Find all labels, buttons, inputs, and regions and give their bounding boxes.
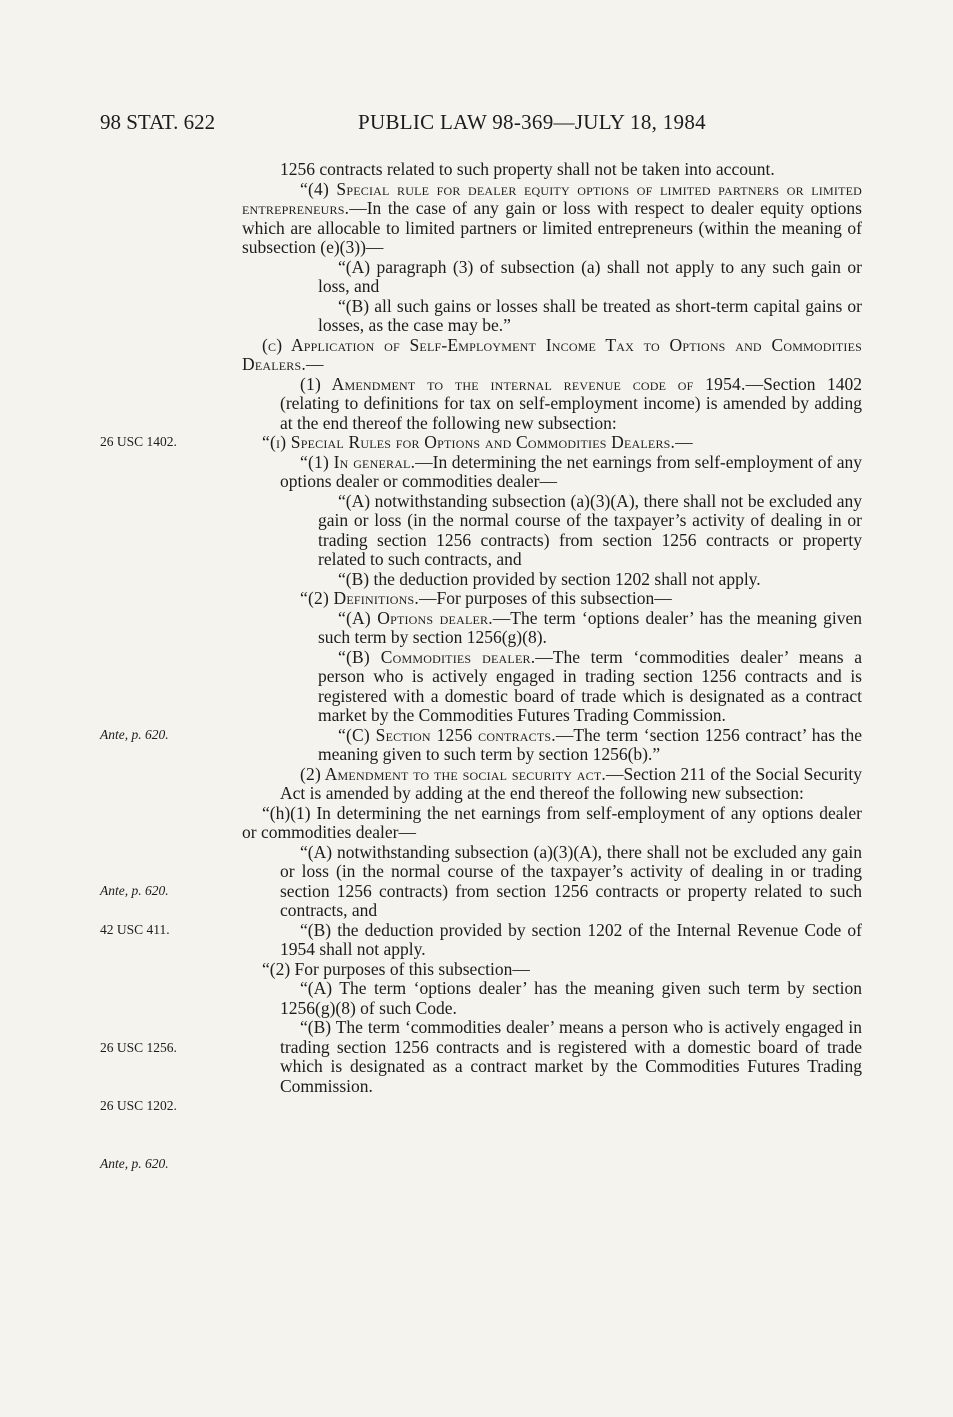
subparagraph: “(A) paragraph (3) of subsection (a) shall not apply to any such gain or loss, and [318, 256, 862, 296]
section-heading: “(2) Definitions. [300, 588, 419, 608]
subparagraph: “(A) notwithstanding subsection (a)(3)(A), there shall not be excluded any gain or loss (in the normal course of the taxpayer’s activity of dealing in or trading section 1256 contracts) from section 1256 contracts or property related to such contracts, and [318, 490, 862, 569]
paragraph [242, 589, 862, 609]
section-heading: (c) Application of Self-Employment Income Tax to Options and Commodities Dealers. [242, 334, 862, 374]
subparagraph: “(B) all such gains or losses shall be treated as short-term capital gains or losses, as the case may be.” [318, 295, 862, 335]
section-heading: “(4) Special rule for dealer equity options of limited partners or limited entrepreneurs. [242, 178, 862, 218]
subparagraph [242, 648, 862, 726]
section-heading: “(B) Commodities dealer. [338, 646, 536, 667]
paragraph-text: —The term ‘commodities dealer’ means a person who is actively engaged in trading section 1256 contracts and is registered with a domestic board of trade which is designated as a contract market by the Commodities Futures Trading Commission. [318, 646, 862, 725]
paragraph: 1256 contracts related to such property shall not be taken into account. [280, 159, 775, 179]
statute-text [242, 160, 862, 1096]
public-law-title: PUBLIC LAW 98-369—JULY 18, 1984 [358, 110, 706, 134]
margin-note-crossref: Ante, p. 620. [100, 1156, 169, 1171]
margin-note-citation: 26 USC 1202. [100, 1098, 177, 1113]
margin-note-crossref: Ante, p. 620. [100, 727, 169, 742]
paragraph-text: —In the case of any gain or loss with respect to dealer equity options which are allocable to limited partners or limited entrepreneurs (within the meaning of subsection (e)(3))— [242, 198, 862, 257]
paragraph-text: —Section 1402 (relating to definitions for tax on self-employment income) is amended by adding at the end thereof the following new subsection: [280, 373, 862, 433]
page-header [100, 110, 860, 140]
margin-note-citation: 42 USC 411. [100, 922, 170, 937]
paragraph: “(h)(1) In determining the net earnings from self-employment of any options dealer or commodities dealer— [242, 802, 862, 842]
heading-dash: — [305, 354, 324, 374]
subsection-heading [242, 433, 862, 453]
paragraph-text: —The term ‘options dealer’ has the meaning given such term by section 1256(g)(8). [318, 607, 862, 647]
subparagraph [242, 609, 862, 648]
section-heading: “(C) Section 1256 contracts. [338, 724, 556, 745]
paragraph [242, 453, 862, 492]
paragraph: “(2) For purposes of this subsection— [262, 958, 530, 979]
paragraph-text: —For purposes of this subsection— [418, 588, 672, 608]
subparagraph: “(B) the deduction provided by section 1202 shall not apply. [338, 568, 761, 589]
margin-note-crossref: Ante, p. 620. [100, 883, 169, 898]
section-heading: “(i) Special Rules for Options and Commodities Dealers. [262, 432, 676, 452]
paragraph-text: —Section 211 of the Social Security Act is amended by adding at the end thereof the following new subsection: [280, 763, 862, 803]
subparagraph: “(A) The term ‘options dealer’ has the meaning given such term by section 1256(g)(8) of such Code. [280, 978, 862, 1018]
paragraph [242, 375, 862, 434]
subparagraph [242, 726, 862, 765]
subsection-heading [242, 336, 862, 375]
subparagraph: “(B) the deduction provided by section 1202 of the Internal Revenue Code of 1954 shall not apply. [280, 919, 862, 959]
paragraph-text: —In determining the net earnings from self-employment of any options dealer or commodities dealer— [280, 451, 863, 491]
margin-note-citation: 26 USC 1256. [100, 1040, 177, 1055]
heading-dash: — [675, 432, 693, 452]
subparagraph: “(B) The term ‘commodities dealer’ means a person who is actively engaged in trading section 1256 contracts and is registered with a domestic board of trade which is designated as a contract market by the Commodities Futures Trading Commission. [280, 1017, 862, 1096]
section-heading: (2) Amendment to the social security act. [300, 763, 606, 784]
stat-page-number: 98 STAT. 622 [100, 110, 216, 134]
paragraph [242, 180, 862, 258]
section-heading: “(A) Options dealer. [338, 607, 493, 628]
section-heading: “(1) In general. [300, 451, 416, 472]
margin-note-citation: 26 USC 1402. [100, 434, 177, 449]
section-heading: (1) Amendment to the internal revenue code of 1954. [300, 373, 746, 394]
subparagraph: “(A) notwithstanding subsection (a)(3)(A), there shall not be excluded any gain or loss (in the normal course of the taxpayer’s activity of dealing in or trading section 1256 contracts) from section 1256 contracts or property related to such contracts, and [280, 841, 862, 920]
paragraph-text: —The term ‘section 1256 contract’ has the meaning given to such term by section 1256(b).” [318, 724, 863, 764]
paragraph [242, 765, 862, 804]
